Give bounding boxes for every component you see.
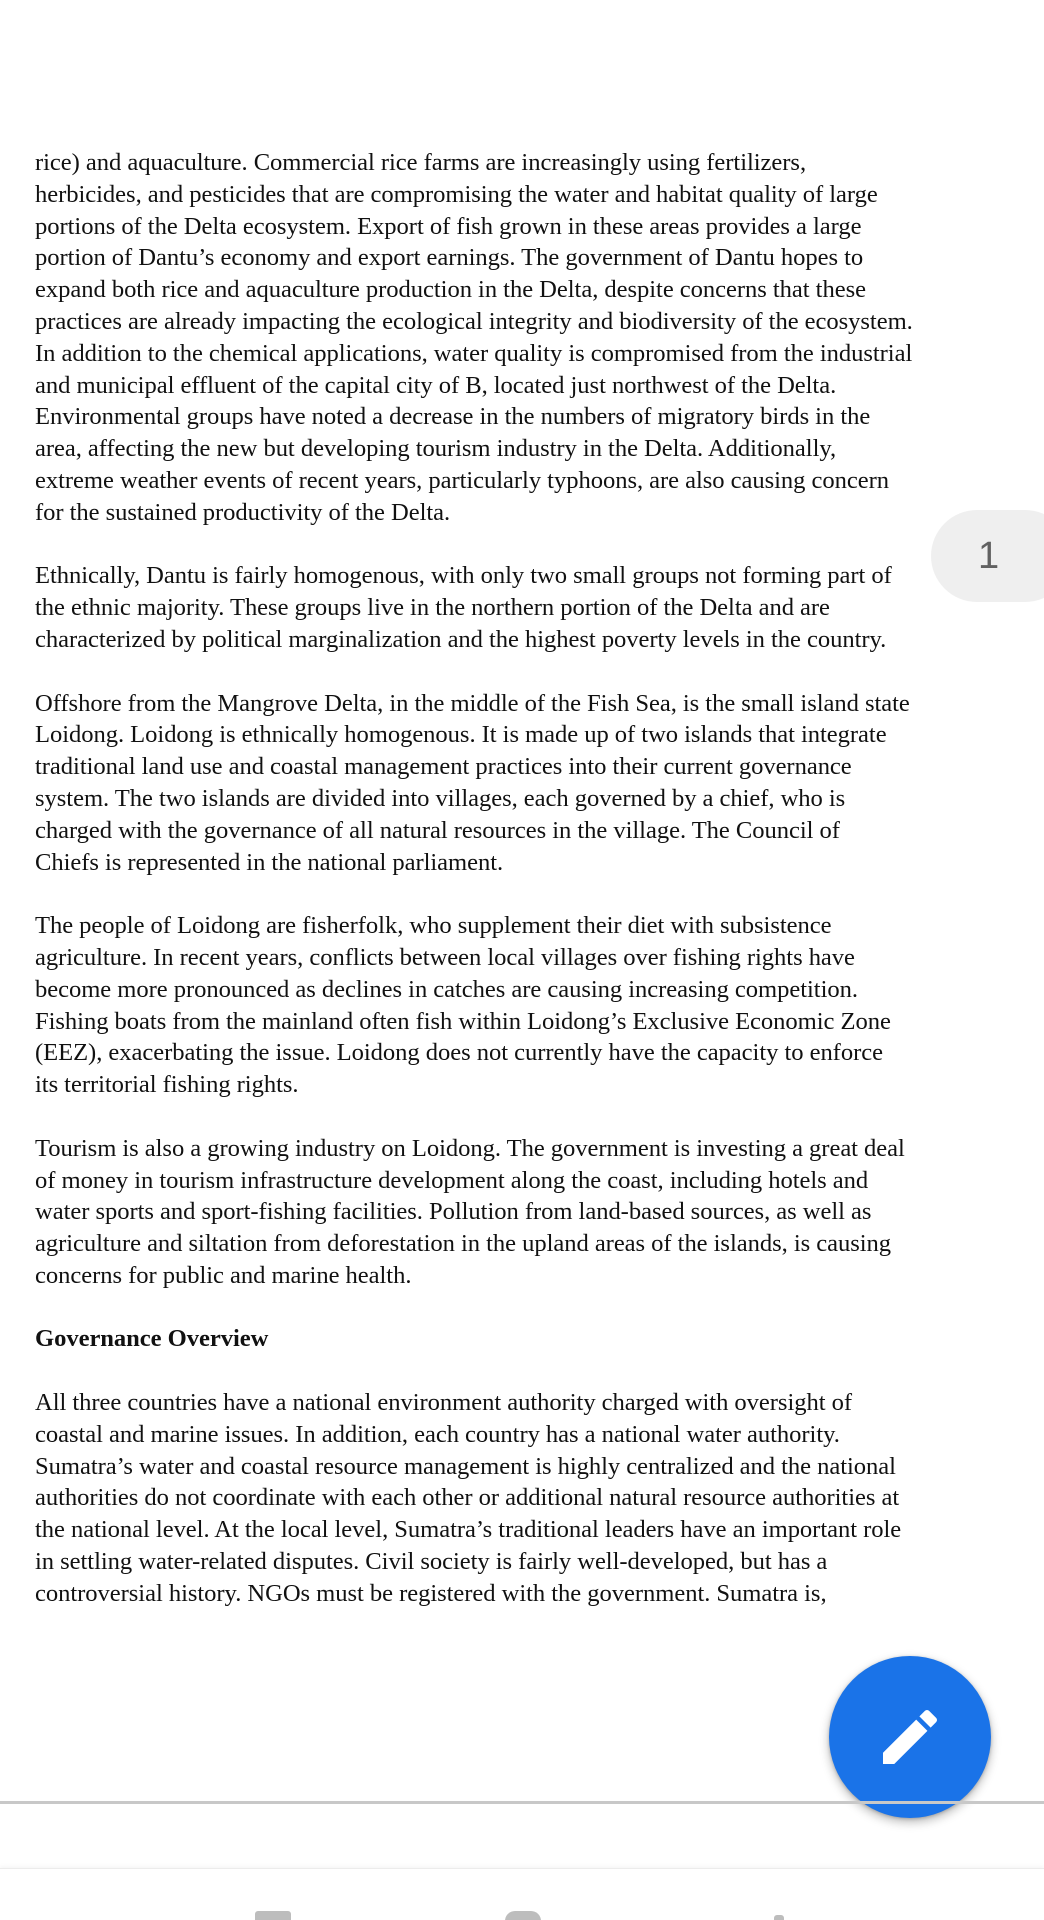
paragraph-loidong-fisheries — [35, 910, 1035, 1101]
text-line: of money in tourism infrastructure development along the coast, including hotels and — [35, 1166, 869, 1194]
text-line: traditional land use and coastal management practices into their current governance — [35, 753, 852, 781]
document-body — [35, 147, 1035, 1641]
text-line: Fishing boats from the mainland often fish within Loidong’s Exclusive Economic Zone — [35, 1007, 891, 1035]
text-line: Tourism is also a growing industry on Loidong. The government is investing a great deal — [35, 1134, 905, 1162]
text-line: the national level. At the local level, Sumatra’s traditional leaders have an important role — [35, 1516, 902, 1544]
text-line: in settling water-related disputes. Civil society is fairly well-developed, but has a — [35, 1548, 828, 1576]
paragraph-governance — [35, 1387, 1035, 1610]
text-line: concerns for public and marine health. — [35, 1261, 412, 1289]
text-line: practices are already impacting the ecological integrity and biodiversity of the ecosystem. — [35, 307, 913, 335]
text-line: water sports and sport-fishing facilities. Pollution from land-based sources, as well as — [35, 1198, 872, 1226]
text-line: system. The two islands are divided into villages, each governed by a chief, who is — [35, 784, 846, 812]
text-line: authorities do not coordinate with each other or additional natural resource authorities at — [35, 1484, 900, 1512]
text-line: its territorial fishing rights. — [35, 1071, 299, 1099]
text-line: characterized by political marginalization and the highest poverty levels in the country. — [35, 625, 887, 653]
paragraph-delta-agriculture — [35, 147, 1035, 529]
bottom-toolbar — [0, 1868, 1044, 1920]
text-line: Sumatra’s water and coastal resource management is highly centralized and the national — [35, 1452, 896, 1480]
text-line: (EEZ), exacerbating the issue. Loidong does not currently have the capacity to enforce — [35, 1039, 883, 1067]
text-line: the ethnic majority. These groups live in the northern portion of the Delta and are — [35, 594, 830, 622]
text-line: portions of the Delta ecosystem. Export of fish grown in these areas provides a large — [35, 212, 862, 240]
toolbar-icon-left[interactable] — [255, 1911, 291, 1920]
page-number-indicator: 1 — [931, 510, 1044, 602]
text-line: agriculture and siltation from deforestation in the upland areas of the islands, is causing — [35, 1230, 891, 1258]
content-divider — [0, 1801, 1044, 1804]
text-line: agriculture. In recent years, conflicts between local villages over fishing rights have — [35, 943, 855, 971]
text-line: coastal and marine issues. In addition, each country has a national water authority. — [35, 1420, 840, 1448]
text-line: expand both rice and aquaculture production in the Delta, despite concerns that these — [35, 276, 866, 304]
paragraph-loidong-overview — [35, 688, 1035, 879]
text-line: The people of Loidong are fisherfolk, who supplement their diet with subsistence — [35, 912, 832, 940]
text-line: Chiefs is represented in the national parliament. — [35, 848, 504, 876]
edit-button[interactable] — [829, 1656, 991, 1818]
text-line: Environmental groups have noted a decrease in the numbers of migratory birds in the — [35, 403, 871, 431]
paragraph-loidong-tourism — [35, 1133, 1035, 1292]
toolbar-icon-right[interactable] — [774, 1915, 784, 1920]
text-line: for the sustained productivity of the Delta. — [35, 498, 451, 526]
text-line: In addition to the chemical applications, water quality is compromised from the industrial — [35, 339, 913, 367]
toolbar-icon-center[interactable] — [505, 1911, 541, 1920]
text-line: charged with the governance of all natural resources in the village. The Council of — [35, 816, 840, 844]
text-line: area, affecting the new but developing tourism industry in the Delta. Additionally, — [35, 435, 837, 463]
section-heading-governance: Governance Overview — [35, 1325, 269, 1353]
text-line: controversial history. NGOs must be registered with the government. Sumatra is, — [35, 1579, 827, 1607]
text-line: Ethnically, Dantu is fairly homogenous, with only two small groups not forming part of — [35, 562, 892, 590]
paragraph-dantu-ethnicity — [35, 560, 1035, 655]
text-line: extreme weather events of recent years, particularly typhoons, are also causing concern — [35, 466, 890, 494]
text-line: rice) and aquaculture. Commercial rice farms are increasingly using fertilizers, — [35, 149, 807, 176]
pencil-icon — [874, 1701, 946, 1773]
text-line: become more pronounced as declines in catches are causing increasing competition. — [35, 975, 858, 1003]
text-line: Loidong. Loidong is ethnically homogenous. It is made up of two islands that integrate — [35, 721, 887, 749]
text-line: All three countries have a national environment authority charged with oversight of — [35, 1389, 852, 1417]
text-line: Offshore from the Mangrove Delta, in the middle of the Fish Sea, is the small island state — [35, 689, 910, 717]
text-line: herbicides, and pesticides that are compromising the water and habitat quality of large — [35, 180, 878, 208]
text-line: and municipal effluent of the capital city of B, located just northwest of the Delta. — [35, 371, 837, 399]
text-line: portion of Dantu’s economy and export earnings. The government of Dantu hopes to — [35, 244, 864, 272]
